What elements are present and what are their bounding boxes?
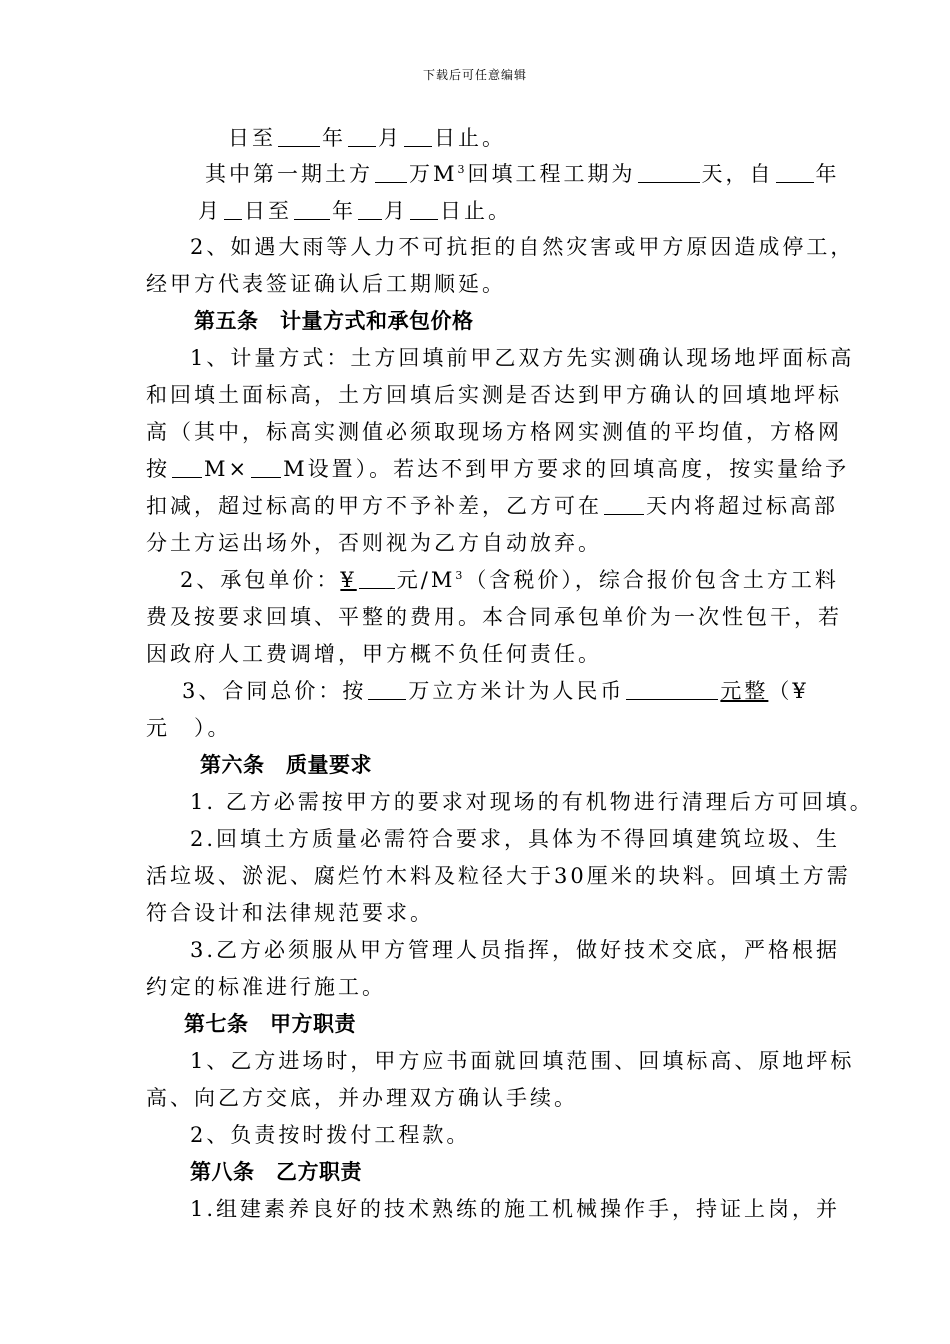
text: 日至 bbox=[228, 126, 276, 150]
text: （¥ bbox=[768, 679, 809, 703]
paragraph-line: 高、向乙方交底，并办理双方确认手续。 bbox=[146, 1086, 578, 1110]
text: 回填工程工期为 bbox=[467, 162, 636, 186]
paragraph-line: 经甲方代表签证确认后工期顺延。 bbox=[146, 272, 506, 296]
paragraph-line-total-price bbox=[182, 677, 809, 705]
paragraph-line: 约定的标准进行施工。 bbox=[146, 975, 386, 999]
text: 其中第一期土方 bbox=[205, 162, 373, 186]
superscript: 3 bbox=[457, 163, 468, 176]
text: 万M bbox=[409, 162, 458, 186]
text: 日至 bbox=[244, 199, 292, 223]
text: 扣减，超过标高的甲方不予补差，乙方可在 bbox=[146, 494, 602, 518]
paragraph-line: 符合设计和法律规范要求。 bbox=[146, 901, 434, 925]
yuan-sign: ¥ bbox=[340, 568, 357, 592]
text: 年 bbox=[332, 199, 356, 223]
paragraph-line-grid-size bbox=[146, 455, 849, 483]
blank-volume bbox=[368, 679, 406, 700]
blank-volume bbox=[375, 162, 407, 183]
paragraph-line: 1、乙方进场时，甲方应书面就回填范围、回填标高、原地坪标 bbox=[190, 1049, 855, 1073]
paragraph-line: 高（其中，标高实测值必须取现场方格网实测值的平均值，方格网 bbox=[146, 420, 842, 444]
blank-year bbox=[294, 199, 330, 220]
blank-unit-price bbox=[359, 568, 395, 589]
blank-day bbox=[404, 126, 432, 147]
blank-total-amount bbox=[626, 679, 718, 700]
blank-days bbox=[604, 494, 644, 515]
schedule-line-2 bbox=[205, 160, 840, 188]
text: 月 bbox=[378, 126, 402, 150]
text: 3、合同总价：按 bbox=[182, 679, 367, 703]
blank-month bbox=[348, 126, 376, 147]
text: 2、承包单价： bbox=[180, 568, 341, 592]
section-heading-8: 第八条 乙方职责 bbox=[190, 1159, 362, 1184]
text: 万立方米计为人民币 bbox=[408, 679, 625, 703]
text: 元/M bbox=[396, 568, 456, 592]
text: 元整 bbox=[720, 679, 769, 703]
blank-grid-x bbox=[172, 457, 202, 478]
blank-year bbox=[776, 162, 814, 183]
paragraph-line: 活垃圾、淤泥、腐烂竹木料及粒径大于30厘米的块料。回填土方需 bbox=[146, 864, 851, 888]
blank-day bbox=[224, 199, 242, 220]
text: （含税价），综合报价包含土方工料 bbox=[465, 568, 839, 592]
blank-month bbox=[358, 199, 382, 220]
text: 按 bbox=[146, 457, 170, 481]
paragraph-line: 2.回填土方质量必需符合要求，具体为不得回填建筑垃圾、生 bbox=[190, 827, 841, 851]
paragraph-line-days bbox=[146, 492, 838, 520]
paragraph-line: 费及按要求回填、平整的费用。本合同承包单价为一次性包干，若 bbox=[146, 605, 842, 629]
text: M设置）。若达不到甲方要求的回填高度，按实量给予 bbox=[283, 457, 850, 481]
text: 天，自 bbox=[701, 162, 774, 186]
paragraph-line: 和回填土面标高，土方回填后实测是否达到甲方确认的回填地坪标 bbox=[146, 383, 842, 407]
text: 月 bbox=[198, 199, 222, 223]
text: 月 bbox=[384, 199, 408, 223]
superscript: 3 bbox=[455, 569, 466, 582]
blank-year bbox=[278, 126, 320, 147]
page-header: 下载后可任意编辑 bbox=[422, 68, 527, 82]
paragraph-line: 因政府人工费调增，甲方概不负任何责任。 bbox=[146, 642, 602, 666]
blank-grid-y bbox=[251, 457, 281, 478]
section-heading-6: 第六条 质量要求 bbox=[200, 752, 372, 777]
paragraph-line: 分土方运出场外，否则视为乙方自动放弃。 bbox=[146, 531, 602, 555]
paragraph-line: 2、如遇大雨等人力不可抗拒的自然灾害或甲方原因造成停工， bbox=[190, 235, 855, 259]
text: 日止。 bbox=[440, 199, 512, 223]
text: 年 bbox=[322, 126, 346, 150]
paragraph-line: 元 ）。 bbox=[146, 716, 232, 740]
paragraph-line: 1、计量方式：土方回填前甲乙双方先实测确认现场地坪面标高 bbox=[190, 346, 855, 370]
blank-days bbox=[638, 162, 700, 183]
paragraph-line: 2、负责按时拨付工程款。 bbox=[190, 1123, 471, 1147]
schedule-line-3 bbox=[198, 197, 512, 225]
text: M× bbox=[204, 457, 250, 481]
paragraph-line: 1.组建素养良好的技术熟练的施工机械操作手，持证上岗，并 bbox=[190, 1197, 841, 1221]
text: 年 bbox=[815, 162, 840, 186]
text: 日止。 bbox=[434, 126, 506, 150]
text: 天内将超过标高部 bbox=[646, 494, 838, 518]
blank-day bbox=[410, 199, 438, 220]
schedule-line-1 bbox=[228, 124, 506, 152]
section-heading-5: 第五条 计量方式和承包价格 bbox=[194, 308, 474, 333]
paragraph-line: 3.乙方必须服从甲方管理人员指挥，做好技术交底，严格根据 bbox=[190, 938, 841, 962]
section-heading-7: 第七条 甲方职责 bbox=[184, 1011, 356, 1036]
paragraph-line: 1. 乙方必需按甲方的要求对现场的有机物进行清理后方可回填。 bbox=[190, 790, 874, 814]
paragraph-line-unit-price bbox=[180, 566, 839, 594]
